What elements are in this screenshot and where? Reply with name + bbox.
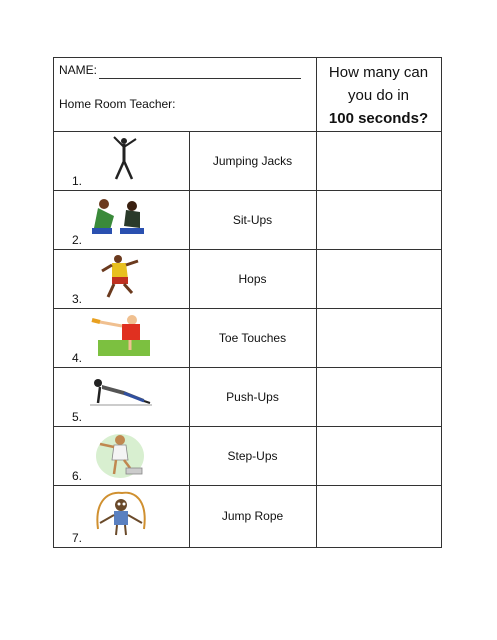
- exercise-row: [54, 426, 441, 486]
- exercise-name: Toe Touches: [189, 308, 317, 367]
- exercise-name: Jumping Jacks: [189, 131, 317, 190]
- exercise-name: Jump Rope: [189, 485, 317, 547]
- exercise-number: 4.: [72, 351, 83, 365]
- exercise-number: 7.: [72, 531, 83, 545]
- question-cell: [316, 58, 441, 131]
- exercise-picture-cell: [54, 131, 190, 190]
- exercise-picture-cell: [54, 308, 190, 367]
- exercise-row: [54, 190, 441, 250]
- exercise-number: 3.: [72, 292, 83, 306]
- push-ups-icon: [84, 371, 156, 419]
- step-ups-icon: [84, 430, 156, 478]
- toe-touches-icon: [84, 312, 156, 360]
- exercise-number: 1.: [72, 174, 83, 188]
- exercise-picture-cell: [54, 190, 190, 249]
- exercise-picture-cell: [54, 485, 190, 547]
- question-line-2: you do in: [348, 87, 409, 104]
- exercise-row: [54, 249, 441, 309]
- exercise-name: Sit-Ups: [189, 190, 317, 249]
- question-line-1: How many can: [328, 64, 429, 81]
- exercise-worksheet: [53, 57, 442, 548]
- exercise-row: [54, 367, 441, 427]
- exercise-row: [54, 131, 441, 191]
- exercise-picture-cell: [54, 367, 190, 426]
- exercise-name: Hops: [189, 249, 317, 308]
- sit-ups-icon: [84, 194, 156, 242]
- hops-icon: [84, 253, 156, 301]
- question-line-3: 100 seconds?: [328, 110, 429, 127]
- name-label: NAME:: [59, 63, 98, 77]
- exercise-number: 6.: [72, 469, 83, 483]
- teacher-label: Home Room Teacher:: [59, 97, 176, 111]
- header-row: [54, 58, 441, 132]
- jump-rope-icon: [84, 489, 156, 537]
- exercise-row: [54, 308, 441, 368]
- exercise-name: Push-Ups: [189, 367, 317, 426]
- name-field[interactable]: [99, 78, 301, 79]
- exercise-name: Step-Ups: [189, 426, 317, 485]
- exercise-number: 5.: [72, 410, 83, 424]
- exercise-row: [54, 485, 441, 547]
- exercise-picture-cell: [54, 426, 190, 485]
- jumping-jacks-icon: [84, 135, 156, 183]
- exercise-picture-cell: [54, 249, 190, 308]
- student-info-cell: [54, 58, 317, 131]
- exercise-number: 2.: [72, 233, 83, 247]
